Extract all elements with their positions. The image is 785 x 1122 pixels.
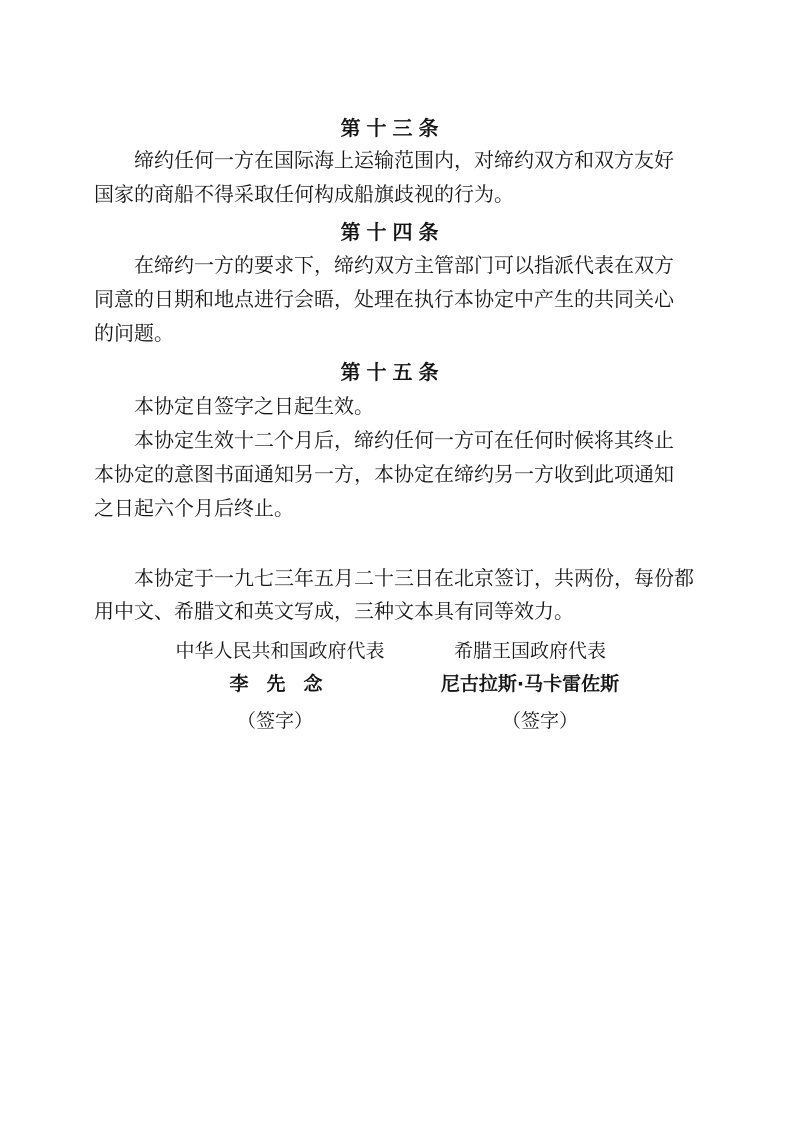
- article-14-line-3: 的问题。: [94, 321, 174, 345]
- article-14-line-2: 同意的日期和地点进行会晤，处理在执行本协定中产生的共同关心: [94, 287, 674, 311]
- article-15-heading: 第十五条: [340, 360, 445, 384]
- article-15-line-1: 本协定自签字之日起生效。: [134, 394, 374, 418]
- signature-left-title: 中华人民共和国政府代表: [175, 640, 385, 662]
- closing-line-1: 本协定于一九七三年五月二十三日在北京签订，共两份，每份都: [134, 566, 694, 590]
- signature-right-name: 尼古拉斯·马卡雷佐斯: [440, 673, 620, 695]
- article-13-line-2: 国家的商船不得采取任何构成船旗歧视的行为。: [94, 182, 514, 206]
- closing-line-2: 用中文、希腊文和英文写成，三种文本具有同等效力。: [94, 599, 574, 623]
- signature-left-note: （签字）: [236, 710, 313, 732]
- signature-right-title: 希腊王国政府代表: [453, 640, 606, 662]
- article-13-heading: 第十三条: [340, 116, 445, 140]
- article-15-line-2: 本协定生效十二个月后，缔约任何一方可在任何时候将其终止: [134, 428, 674, 452]
- article-13-line-1: 缔约任何一方在国际海上运输范围内，对缔约双方和双方友好: [134, 148, 674, 172]
- article-15-line-4: 之日起六个月后终止。: [94, 496, 294, 520]
- article-14-heading: 第十四条: [340, 220, 445, 244]
- signature-right-note: （签字）: [501, 710, 578, 732]
- signature-left-name: 李先念: [229, 673, 341, 695]
- article-14-line-1: 在缔约一方的要求下，缔约双方主管部门可以指派代表在双方: [134, 253, 674, 277]
- article-15-line-3: 本协定的意图书面通知另一方，本协定在缔约另一方收到此项通知: [94, 462, 674, 486]
